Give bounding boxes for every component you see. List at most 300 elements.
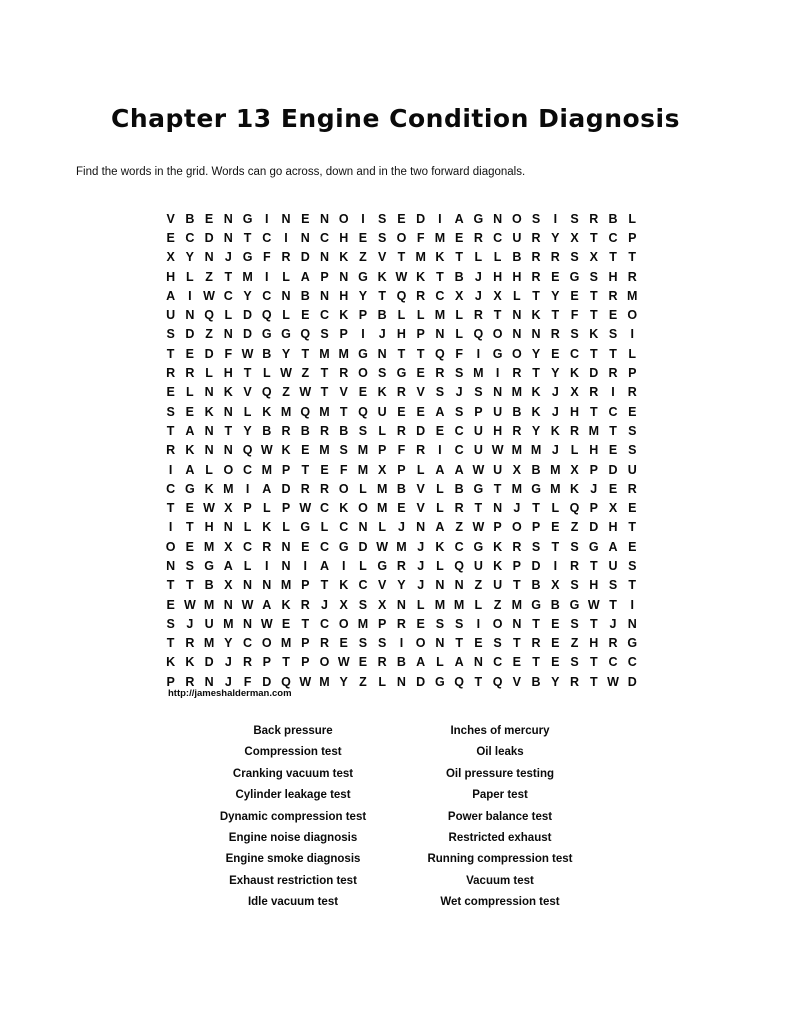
- word-search-grid: [161, 209, 642, 691]
- grid-cell: Q: [473, 327, 484, 342]
- grid-cell: K: [531, 385, 541, 400]
- grid-cell: C: [319, 308, 329, 323]
- grid-cell: K: [185, 655, 195, 670]
- grid-cell: E: [166, 385, 175, 400]
- grid-cell: K: [531, 404, 541, 419]
- grid-cell: C: [608, 404, 618, 419]
- grid-cell: O: [511, 520, 522, 535]
- grid-cell: W: [395, 269, 408, 284]
- grid-cell: C: [319, 616, 329, 631]
- grid-cell: M: [530, 443, 542, 458]
- grid-cell: E: [551, 520, 560, 535]
- grid-cell: R: [185, 636, 195, 651]
- grid-cell: Q: [435, 346, 445, 361]
- grid-cell: G: [473, 481, 484, 496]
- grid-cell: L: [416, 308, 425, 323]
- grid-cell: S: [628, 558, 637, 573]
- grid-cell: O: [492, 327, 503, 342]
- grid-cell: W: [241, 597, 254, 612]
- grid-cell: P: [301, 655, 310, 670]
- grid-row: [161, 634, 642, 653]
- grid-cell: M: [453, 597, 465, 612]
- grid-cell: I: [245, 481, 250, 496]
- grid-cell: S: [454, 616, 464, 631]
- grid-cell: M: [357, 616, 369, 631]
- grid-row: [161, 441, 642, 460]
- grid-cell: G: [377, 558, 388, 573]
- grid-cell: R: [608, 366, 618, 381]
- grid-cell: K: [281, 597, 291, 612]
- grid-cell: P: [397, 462, 406, 477]
- grid-cell: Q: [242, 443, 253, 458]
- grid-cell: O: [396, 230, 407, 245]
- grid-cell: E: [301, 308, 310, 323]
- grid-cell: Z: [205, 269, 213, 284]
- grid-cell: H: [608, 520, 618, 535]
- grid-cell: W: [587, 597, 600, 612]
- grid-row: [161, 209, 642, 228]
- grid-cell: M: [280, 404, 292, 419]
- grid-cell: L: [243, 404, 252, 419]
- grid-cell: E: [416, 366, 425, 381]
- grid-cell: R: [627, 269, 637, 284]
- grid-cell: U: [473, 558, 483, 573]
- grid-cell: W: [260, 443, 273, 458]
- grid-cell: L: [186, 385, 194, 400]
- grid-cell: N: [281, 288, 291, 303]
- grid-cell: N: [473, 655, 483, 670]
- grid-cell: E: [358, 655, 368, 670]
- grid-cell: M: [550, 481, 561, 496]
- grid-cell: D: [262, 674, 272, 689]
- grid-cell: Q: [396, 288, 407, 303]
- grid-cell: T: [186, 578, 194, 593]
- grid-cell: J: [186, 616, 194, 631]
- grid-cell: M: [511, 443, 523, 458]
- grid-cell: S: [166, 327, 175, 342]
- grid-cell: E: [339, 636, 348, 651]
- grid-cell: W: [203, 288, 215, 303]
- grid-cell: I: [553, 211, 558, 226]
- grid-cell: T: [301, 616, 310, 631]
- grid-cell: N: [339, 269, 349, 284]
- grid-cell: I: [188, 288, 192, 303]
- grid-cell: L: [436, 558, 444, 573]
- grid-cell: E: [301, 539, 310, 554]
- grid-cell: M: [223, 616, 234, 631]
- grid-cell: K: [435, 539, 445, 554]
- grid-cell: I: [265, 211, 269, 226]
- word-list-item: Compression test: [244, 746, 342, 759]
- grid-cell: T: [628, 250, 637, 265]
- grid-cell: R: [243, 655, 253, 670]
- grid-cell: T: [532, 501, 540, 516]
- grid-cell: R: [512, 539, 522, 554]
- grid-cell: H: [339, 288, 349, 303]
- grid-cell: S: [378, 230, 387, 245]
- grid-cell: D: [531, 558, 541, 573]
- grid-cell: R: [608, 636, 618, 651]
- grid-cell: W: [241, 346, 254, 361]
- grid-cell: M: [511, 481, 523, 496]
- grid-cell: T: [243, 366, 252, 381]
- grid-cell: L: [551, 501, 560, 516]
- grid-cell: L: [474, 250, 483, 265]
- grid-cell: I: [438, 443, 442, 458]
- grid-cell: Y: [358, 288, 368, 303]
- grid-cell: S: [358, 597, 368, 612]
- grid-cell: G: [473, 539, 484, 554]
- grid-cell: S: [358, 636, 368, 651]
- grid-cell: K: [204, 481, 214, 496]
- grid-cell: E: [608, 308, 618, 323]
- grid-cell: A: [435, 404, 445, 419]
- grid-cell: P: [589, 462, 598, 477]
- grid-cell: T: [589, 230, 598, 245]
- grid-cell: D: [300, 250, 310, 265]
- grid-cell: O: [511, 211, 522, 226]
- grid-cell: Y: [531, 346, 541, 361]
- grid-cell: O: [338, 616, 349, 631]
- grid-row: [161, 305, 642, 324]
- grid-cell: I: [361, 327, 365, 342]
- grid-cell: D: [589, 366, 599, 381]
- grid-cell: M: [473, 366, 484, 381]
- grid-cell: T: [436, 269, 444, 284]
- grid-cell: R: [396, 616, 406, 631]
- grid-cell: J: [224, 250, 232, 265]
- grid-cell: T: [589, 616, 598, 631]
- word-list-item: Cranking vacuum test: [232, 767, 354, 780]
- grid-cell: M: [434, 308, 446, 323]
- grid-cell: N: [319, 211, 329, 226]
- grid-cell: X: [570, 385, 579, 400]
- grid-cell: T: [513, 578, 521, 593]
- grid-cell: K: [550, 423, 560, 438]
- grid-cell: A: [454, 655, 464, 670]
- grid-cell: I: [611, 385, 615, 400]
- grid-cell: G: [627, 636, 638, 651]
- grid-cell: C: [493, 230, 503, 245]
- grid-cell: R: [435, 366, 445, 381]
- grid-cell: K: [570, 481, 580, 496]
- grid-cell: U: [473, 423, 483, 438]
- grid-cell: M: [242, 269, 253, 284]
- grid-cell: W: [472, 520, 485, 535]
- grid-cell: K: [416, 269, 426, 284]
- grid-cell: C: [493, 655, 503, 670]
- grid-cell: Z: [455, 520, 463, 535]
- grid-cell: H: [589, 578, 599, 593]
- grid-cell: N: [396, 674, 406, 689]
- grid-cell: Q: [204, 308, 214, 323]
- grid-cell: K: [493, 539, 503, 554]
- grid-cell: R: [570, 558, 580, 573]
- grid-cell: H: [589, 443, 599, 458]
- grid-cell: T: [493, 481, 502, 496]
- grid-cell: G: [531, 481, 541, 496]
- grid-cell: H: [223, 366, 233, 381]
- grid-cell: O: [338, 481, 349, 496]
- grid-cell: R: [166, 443, 176, 458]
- grid-cell: O: [223, 462, 234, 477]
- grid-cell: X: [339, 597, 348, 612]
- grid-cell: R: [570, 423, 580, 438]
- grid-cell: L: [628, 211, 637, 226]
- grid-cell: I: [168, 520, 173, 535]
- grid-cell: G: [492, 346, 503, 361]
- word-list-item: Engine smoke diagnosis: [225, 853, 361, 866]
- grid-cell: S: [435, 385, 445, 400]
- grid-cell: K: [377, 385, 387, 400]
- grid-cell: J: [417, 539, 425, 554]
- grid-cell: T: [609, 597, 617, 612]
- grid-cell: B: [339, 423, 349, 438]
- grid-cell: A: [185, 462, 195, 477]
- grid-cell: P: [358, 308, 368, 323]
- grid-cell: W: [203, 501, 215, 516]
- grid-cell: D: [243, 327, 253, 342]
- grid-cell: K: [204, 404, 214, 419]
- grid-cell: S: [339, 443, 348, 458]
- grid-cell: S: [166, 616, 175, 631]
- grid-cell: X: [551, 578, 560, 593]
- grid-cell: A: [416, 655, 426, 670]
- grid-cell: E: [512, 655, 521, 670]
- grid-cell: E: [551, 269, 560, 284]
- grid-cell: M: [357, 443, 369, 458]
- grid-cell: I: [553, 558, 558, 573]
- grid-cell: N: [204, 385, 214, 400]
- grid-cell: G: [281, 327, 291, 342]
- grid-cell: E: [185, 501, 195, 516]
- grid-cell: H: [339, 230, 349, 245]
- grid-cell: S: [570, 250, 579, 265]
- grid-cell: T: [416, 346, 425, 361]
- grid-cell: K: [339, 250, 349, 265]
- grid-cell: K: [339, 578, 349, 593]
- grid-cell: J: [609, 616, 617, 631]
- grid-cell: M: [357, 462, 369, 477]
- grid-row: [161, 228, 642, 247]
- grid-cell: M: [550, 462, 561, 477]
- grid-cell: N: [166, 558, 176, 573]
- grid-cell: M: [319, 404, 330, 419]
- grid-cell: U: [512, 230, 522, 245]
- grid-cell: K: [435, 250, 445, 265]
- grid-cell: A: [608, 539, 618, 554]
- word-list-item: Restricted exhaust: [448, 831, 552, 844]
- grid-cell: Q: [454, 674, 464, 689]
- grid-row: [161, 614, 642, 633]
- grid-cell: R: [377, 655, 387, 670]
- grid-cell: G: [358, 346, 368, 361]
- grid-cell: K: [570, 366, 580, 381]
- grid-cell: I: [265, 558, 269, 573]
- grid-row: [161, 653, 642, 672]
- grid-cell: M: [434, 597, 446, 612]
- grid-cell: I: [265, 269, 269, 284]
- grid-cell: T: [551, 308, 560, 323]
- grid-cell: F: [224, 346, 233, 361]
- grid-cell: N: [223, 327, 233, 342]
- grid-cell: J: [321, 597, 328, 612]
- grid-cell: C: [608, 230, 618, 245]
- grid-cell: S: [570, 578, 579, 593]
- grid-row: [161, 498, 642, 517]
- grid-cell: P: [281, 501, 291, 516]
- grid-cell: V: [416, 481, 425, 496]
- grid-cell: L: [378, 674, 387, 689]
- grid-cell: N: [300, 230, 310, 245]
- grid-cell: D: [204, 346, 214, 361]
- grid-cell: H: [570, 404, 580, 419]
- grid-cell: E: [397, 211, 406, 226]
- grid-cell: E: [358, 385, 368, 400]
- grid-cell: T: [282, 655, 290, 670]
- grid-cell: Y: [397, 578, 406, 593]
- grid-cell: X: [166, 250, 175, 265]
- grid-cell: S: [589, 269, 598, 284]
- grid-cell: M: [511, 385, 523, 400]
- grid-cell: T: [397, 250, 406, 265]
- grid-cell: S: [608, 578, 618, 593]
- grid-cell: T: [397, 346, 406, 361]
- grid-cell: A: [454, 211, 464, 226]
- grid-cell: W: [260, 616, 273, 631]
- grid-cell: R: [185, 674, 195, 689]
- grid-cell: H: [166, 269, 176, 284]
- grid-cell: O: [627, 308, 638, 323]
- grid-cell: G: [569, 269, 580, 284]
- grid-cell: G: [396, 366, 407, 381]
- grid-row: [161, 595, 642, 614]
- grid-cell: Q: [261, 308, 272, 323]
- grid-cell: I: [630, 327, 634, 342]
- grid-cell: E: [570, 288, 579, 303]
- grid-cell: X: [454, 288, 464, 303]
- grid-cell: E: [397, 404, 406, 419]
- grid-cell: G: [242, 250, 253, 265]
- grid-row: [161, 248, 642, 267]
- grid-cell: L: [416, 462, 425, 477]
- grid-cell: R: [627, 385, 637, 400]
- grid-cell: N: [204, 250, 214, 265]
- grid-cell: S: [358, 423, 368, 438]
- grid-cell: R: [550, 250, 560, 265]
- grid-cell: J: [455, 385, 463, 400]
- grid-cell: D: [627, 674, 637, 689]
- grid-cell: L: [262, 501, 271, 516]
- grid-cell: H: [493, 423, 503, 438]
- grid-cell: N: [531, 327, 541, 342]
- grid-cell: K: [339, 501, 349, 516]
- grid-cell: R: [396, 558, 406, 573]
- grid-cell: E: [397, 501, 406, 516]
- grid-cell: T: [589, 558, 598, 573]
- grid-cell: E: [551, 616, 560, 631]
- word-list-item: Dynamic compression test: [219, 810, 367, 823]
- grid-cell: Z: [474, 578, 483, 593]
- grid-cell: R: [300, 481, 310, 496]
- grid-cell: N: [512, 616, 522, 631]
- grid-cell: E: [320, 462, 329, 477]
- grid-cell: L: [455, 327, 463, 342]
- grid-cell: W: [607, 674, 619, 689]
- grid-cell: M: [376, 501, 388, 516]
- grid-cell: E: [608, 443, 618, 458]
- grid-cell: O: [319, 655, 330, 670]
- grid-cell: T: [166, 578, 175, 593]
- grid-cell: R: [300, 597, 310, 612]
- grid-cell: G: [184, 481, 195, 496]
- grid-cell: G: [569, 597, 580, 612]
- word-list-right-column: [390, 721, 610, 914]
- grid-cell: B: [512, 404, 522, 419]
- grid-cell: W: [472, 462, 485, 477]
- grid-cell: N: [204, 674, 214, 689]
- grid-cell: E: [628, 404, 637, 419]
- grid-cell: B: [300, 423, 310, 438]
- grid-cell: E: [608, 481, 618, 496]
- grid-cell: A: [223, 558, 233, 573]
- grid-cell: P: [416, 327, 425, 342]
- grid-cell: Y: [551, 366, 560, 381]
- grid-cell: S: [628, 443, 637, 458]
- grid-cell: T: [589, 308, 598, 323]
- grid-cell: J: [378, 327, 386, 342]
- grid-cell: E: [185, 346, 195, 361]
- grid-cell: O: [511, 346, 522, 361]
- grid-cell: L: [224, 308, 233, 323]
- grid-cell: K: [531, 308, 541, 323]
- grid-cell: E: [435, 423, 445, 438]
- grid-cell: O: [261, 636, 272, 651]
- grid-cell: S: [378, 636, 387, 651]
- grid-cell: R: [608, 288, 618, 303]
- grid-cell: J: [224, 655, 232, 670]
- grid-cell: M: [280, 636, 292, 651]
- grid-cell: G: [242, 211, 253, 226]
- grid-cell: P: [320, 269, 329, 284]
- grid-cell: G: [261, 327, 272, 342]
- grid-cell: P: [166, 674, 175, 689]
- grid-cell: T: [474, 674, 483, 689]
- grid-cell: L: [436, 501, 444, 516]
- word-list-item: Idle vacuum test: [247, 896, 339, 909]
- grid-cell: T: [339, 404, 348, 419]
- grid-cell: K: [223, 385, 233, 400]
- grid-cell: T: [224, 269, 233, 284]
- grid-cell: C: [358, 578, 368, 593]
- grid-cell: C: [185, 230, 195, 245]
- grid-cell: L: [359, 558, 367, 573]
- grid-cell: C: [243, 539, 253, 554]
- grid-cell: S: [570, 655, 579, 670]
- grid-cell: B: [531, 578, 541, 593]
- grid-cell: I: [476, 346, 481, 361]
- grid-cell: P: [378, 443, 387, 458]
- grid-cell: R: [473, 308, 483, 323]
- grid-cell: T: [493, 308, 502, 323]
- grid-cell: I: [438, 211, 442, 226]
- word-list-item: Power balance test: [447, 810, 553, 823]
- grid-cell: E: [301, 211, 310, 226]
- grid-cell: J: [224, 674, 232, 689]
- grid-cell: M: [261, 462, 272, 477]
- grid-cell: M: [203, 636, 215, 651]
- grid-cell: X: [570, 462, 579, 477]
